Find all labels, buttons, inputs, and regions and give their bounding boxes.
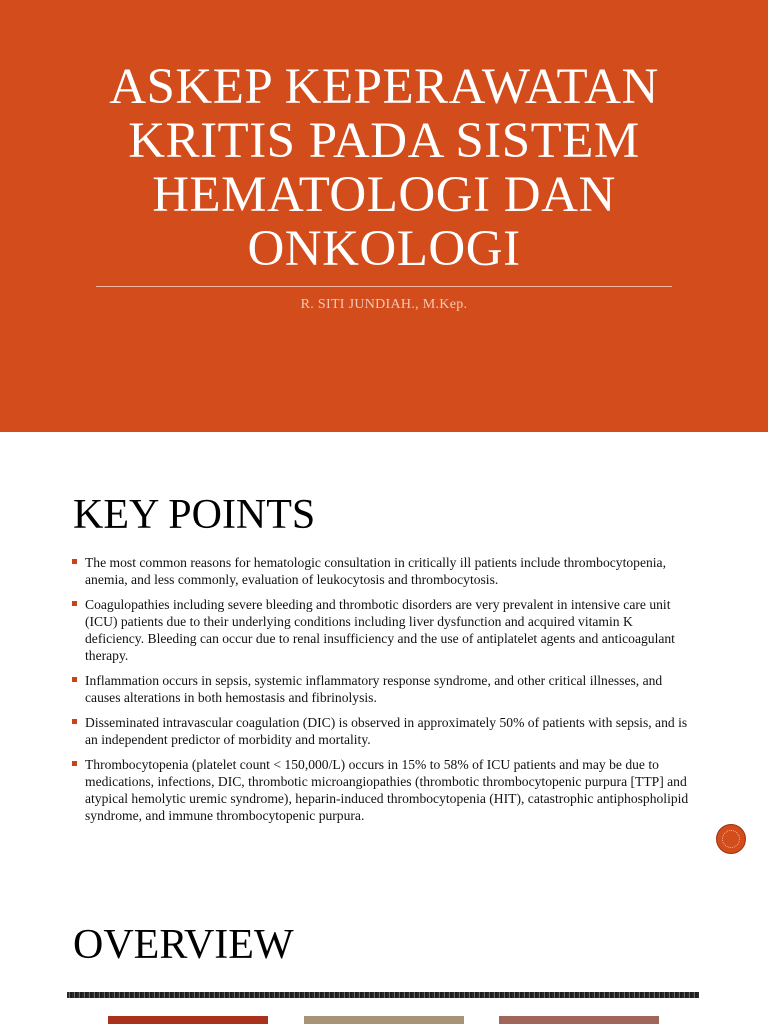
slide-title (40, 60, 728, 276)
bullet-item (72, 714, 694, 748)
square-bullet-icon (72, 559, 77, 564)
square-bullet-icon (72, 601, 77, 606)
bullet-item (72, 596, 694, 664)
color-tile (108, 1016, 268, 1024)
bullet-item (72, 554, 694, 588)
title-line: KRITIS PADA SISTEM (128, 113, 640, 169)
author-subtitle: R. SITI JUNDIAH., M.Kep. (300, 297, 468, 312)
title-line: ONKOLOGI (247, 221, 521, 277)
bullet-item (72, 756, 694, 824)
bullet-text: Coagulopathies including severe bleeding and thrombotic disorders are very prevalent in intensive care unit (ICU) patients due to their underlying conditions including liver dysfunction and acquired vitamin K deficiency. Bleeding can occur due to renal insufficiency and the use of antiplatelet agents and anticoagulant therapy. (85, 597, 675, 663)
square-bullet-icon (72, 677, 77, 682)
bullet-text: The most common reasons for hematologic consultation in critically ill patients include thrombocytopenia, anemia, and less commonly, evaluation of leukocytosis and thrombocytosis. (85, 555, 666, 587)
title-slide (0, 0, 768, 432)
slide-heading: KEY POINTS (73, 492, 316, 538)
circle-ring (722, 830, 740, 848)
overview-slide (0, 884, 768, 1024)
color-tile (304, 1016, 464, 1024)
bullet-text: Disseminated intravascular coagulation (DIC) is observed in approximately 50% of patients with sepsis, and is an independent predictor of morbidity and mortality. (85, 715, 688, 747)
title-line: ASKEP KEPERAWATAN (109, 59, 659, 115)
title-divider (96, 286, 672, 287)
slide-heading: OVERVIEW (73, 922, 294, 968)
bullet-text: Thrombocytopenia (platelet count < 150,000/L) occurs in 15% to 58% of ICU patients and may be due to medications, infections, DIC, thrombotic microangiopathies (thrombotic thrombocytopenic purpura [TTP] and atypical hemolytic uremic syndrome), heparin-induced thrombocytopenia (HIT), catastrophic antiphospholipid syndrome, and immune thrombocytopenic purpura. (85, 757, 689, 823)
square-bullet-icon (72, 719, 77, 724)
bullet-list (72, 554, 694, 832)
bullet-text: Inflammation occurs in sepsis, systemic inflammatory response syndrome, and other critical illnesses, and causes alterations in both hemostasis and fibrinolysis. (85, 673, 663, 705)
key-points-slide (0, 432, 768, 884)
bullet-item (72, 672, 694, 706)
square-bullet-icon (72, 761, 77, 766)
title-line: HEMATOLOGI DAN (152, 167, 616, 223)
color-tile (499, 1016, 659, 1024)
circle-nav-icon[interactable] (716, 824, 746, 854)
decorative-divider (67, 992, 699, 998)
